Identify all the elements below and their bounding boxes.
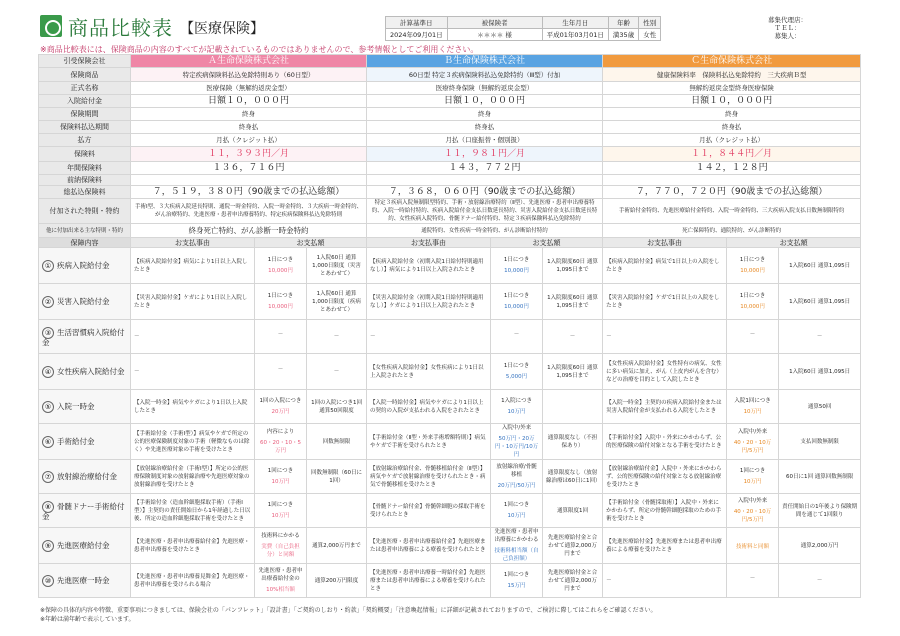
benefit-limit-b: － (543, 320, 603, 354)
benefit-value: 15万円 (507, 583, 526, 589)
benefit-amount-a (255, 564, 307, 598)
benefit-desc-b: 【先進医療・患者申出療養給付金】先進医療または患者申出療養による療養を受けられたとき (367, 528, 491, 564)
benefit-amount-c (727, 460, 779, 494)
benefit-desc-c: 【疾病入院給付金】病気で1日以上の入院をしたとき (603, 248, 727, 284)
benefit-value: 20万円/50万円 (497, 483, 536, 489)
benefit-desc-c: 【入院一時金】主契約の疾病入院給付金または災害入院給付金が支払われる入院をしたとき (603, 390, 727, 424)
benefit-unit: － (277, 332, 284, 338)
benefit-name: 骨髄ドナー手術給付金 (42, 501, 125, 521)
benefit-value: 実費（自己負担分）と同額 (261, 544, 300, 558)
benefit-desc-a: 【手術給付金（手術Ⅰ型）】病気やケガで所定の公的医療保険制度対象の手術（軽微なものは除く）や先進医療対象の手術を受けたとき (131, 424, 255, 460)
benefit-limit-a: 通算2,000万円まで (307, 528, 367, 564)
benefit-unit: 放射線治療/骨髄移植 (496, 464, 537, 478)
advance-a (131, 175, 367, 186)
benefit-name: 生活習慣病入院給付金 (42, 327, 125, 347)
payway-a: 月払（クレジット払） (131, 134, 367, 147)
benefit-amount-c (727, 354, 779, 390)
benefit-limit-b: 先進医療給付金と合わせて通算2,000万円まで (543, 528, 603, 564)
benefit-amount-a (255, 424, 307, 460)
benefit-unit: 先進医療・患者申出療養給付金の (258, 568, 303, 582)
info-value: 女性 (639, 29, 661, 41)
benefit-number: ⑥ (42, 436, 54, 448)
benefit-amount-b (491, 494, 543, 528)
benefit-limit-c: 通算50回 (779, 390, 861, 424)
row-label: 保障内容 (39, 238, 131, 248)
benefit-name: 女性疾病入院給付金 (57, 366, 125, 376)
payperiod-a: 終身払 (131, 121, 367, 134)
benefit-amount-b (491, 320, 543, 354)
benefit-amount-c (727, 320, 779, 354)
footer-notes (40, 606, 657, 624)
benefit-name: 先進医療給付金 (57, 540, 110, 550)
benefit-limit-c: 1入院60日 通算1,095日 (779, 354, 861, 390)
benefit-unit: － (513, 332, 520, 338)
period-a: 終身 (131, 108, 367, 121)
benefit-unit: 1日につき (503, 363, 530, 369)
col-benefit-a: お支払事由 (131, 238, 255, 248)
daily-a: 日額１０，０００円 (131, 95, 367, 108)
benefit-row (39, 390, 861, 424)
riders-a: 手術Ⅰ型、３大疾病入院延長特則、通院一時金特約、入院一時金特約、３大疾病一時金特約、がん治療特約、先進医療・患者申出療養特約、特定疾病保険料払込免除特則 (131, 199, 367, 224)
benefit-amount-b (491, 354, 543, 390)
payperiod-c: 終身払 (603, 121, 861, 134)
benefit-limit-b: 通算限度1回 (543, 494, 603, 528)
benefit-amount-b (491, 564, 543, 598)
benefit-amount-c (727, 390, 779, 424)
benefit-desc-a: 【放射線治療給付金（手術Ⅰ型）】所定の公的医療保険制度対象の放射線治療や先進医療対象の放射線治療を受けたとき (131, 460, 255, 494)
benefit-limit-a: 1回の入院につき1回 通算50回限度 (307, 390, 367, 424)
daily-b: 日額１０，０００円 (367, 95, 603, 108)
row-label: 付加された特則・特約 (39, 199, 131, 224)
benefit-amount-c (727, 248, 779, 284)
benefit-value: 技術料と同額 (736, 544, 770, 550)
benefit-row (39, 320, 861, 354)
benefit-value: 50万円・20万円・10万円/10万円 (494, 436, 539, 458)
benefit-amount-c (727, 564, 779, 598)
benefit-desc-b: 【女性疾病入院給付金】女性疾病により1日以上入院されたとき (367, 354, 491, 390)
benefit-value: 10,000円 (504, 268, 529, 274)
benefit-value: 10万円 (743, 409, 762, 415)
benefit-amount-b (491, 248, 543, 284)
benefit-desc-a: － (131, 354, 255, 390)
benefit-label (39, 424, 131, 460)
benefit-name: 疾病入院給付金 (57, 260, 110, 270)
col-benefit-b: お支払事由 (367, 238, 491, 248)
benefit-unit: 1日につき (503, 257, 530, 263)
benefit-desc-c: 【災害入院給付金】ケガで1日以上の入院をしたとき (603, 284, 727, 320)
benefit-unit: － (749, 332, 756, 338)
info-value: ＊＊＊＊ 様 (447, 29, 542, 41)
benefit-label (39, 494, 131, 528)
benefit-unit: 1回につき (267, 468, 294, 474)
benefit-label (39, 460, 131, 494)
other-b: 通院特約、女性疾病一時金特約、がん診断給付特約 (367, 224, 603, 238)
benefit-row (39, 284, 861, 320)
payway-b: 月払（口座振替・個別扱） (367, 134, 603, 147)
row-label: 他に付加出来る主な特則・特約 (39, 224, 131, 238)
benefit-limit-a: 1入院60日 通算1,000日限度（災害とあわせて） (307, 248, 367, 284)
benefit-limit-a: 通算200万円限度 (307, 564, 367, 598)
benefit-limit-a: 回数無制限 (307, 424, 367, 460)
benefit-desc-a: 【災害入院給付金】ケガにより1日以上入院したとき (131, 284, 255, 320)
benefit-desc-a: 【疾病入院給付金】病気により1日以上入院したとき (131, 248, 255, 284)
info-value: 満35歳 (608, 29, 638, 41)
benefit-limit-c: 60日に1回 通算回数無制限 (779, 460, 861, 494)
annual-c: １４２，１２８円 (603, 162, 861, 175)
benefit-row (39, 354, 861, 390)
benefit-unit: 1日につき (267, 293, 294, 299)
company-b-header: Ｂ生命保険株式会社 (367, 55, 603, 68)
benefit-value: 10,000円 (504, 304, 529, 310)
benefit-desc-b: 【疾病入院給付金（初期入院1日給付特則適用なし）】病気により1日以上入院されたとき (367, 248, 491, 284)
row-label: 保険期間 (39, 108, 131, 121)
total-c: ７，７７０，７２０円（90歳までの払込総額） (603, 186, 861, 199)
benefit-name: 入院一時金 (57, 401, 95, 411)
benefit-desc-c: 【手術給付金】入院中・外来にかかわらず、公的医療保険の給付対象となる手術を受けたとき (603, 424, 727, 460)
benefit-number: ① (42, 260, 54, 272)
benefit-amount-b (491, 528, 543, 564)
benefit-value: 5,000円 (505, 374, 528, 380)
advance-c (603, 175, 861, 186)
riders-c: 手術給付金特約、先進医療給付金特約、入院一時金特約、三大疾病入院支払日数無制限特約 (603, 199, 861, 224)
benefit-desc-c: － (603, 320, 727, 354)
benefit-amount-a (255, 390, 307, 424)
formal-c: 無解約返戻金型終身医療保険 (603, 82, 861, 95)
footer-line: ※保障の具体的内容や特徴、重要事項につきましては、保険会社の「パンフレット」「設計書」「ご契約のしおり・約款」「契約概要」「注意喚起情報」に詳細が記載されておりますので、ご検討に際してはこれらをご確認ください。 (40, 607, 657, 614)
benefit-value: 10万円 (507, 409, 526, 415)
payperiod-b: 終身払 (367, 121, 603, 134)
benefit-desc-a: 【先進医療・患者申出療養見舞金】先進医療・患者申出療養を受けられる場合 (131, 564, 255, 598)
benefit-label (39, 354, 131, 390)
footer-line: ※年齢は満年齢で表示しています。 (40, 616, 135, 623)
benefit-desc-c: 【放射線治療給付金】入院中・外来にかかわらず、公的医療保険の給付対象となる放射線治療を受けたとき (603, 460, 727, 494)
benefit-amount-a (255, 528, 307, 564)
benefit-value: 60・20・10・5万円 (260, 440, 301, 454)
benefit-value: 10,000円 (268, 268, 293, 274)
period-b: 終身 (367, 108, 603, 121)
agent-info: 募集代理店： ＴＥＬ： 募集人： (768, 16, 807, 40)
benefit-desc-b: 【入院一時給付金】病気やケガにより1日以上の契約の入院が支払われる入院をされたとき (367, 390, 491, 424)
benefit-number: ⑦ (42, 471, 54, 483)
benefit-desc-c: 【先進医療給付金】先進医療または患者申出療養による療養を受けたとき (603, 528, 727, 564)
notice-text: ※商品比較表には、保険商品の内容のすべてが記載されているものではありませんので、参考情報としてご利用ください。 (40, 45, 479, 54)
benefit-limit-b: 先進医療給付金と合わせて通算2,000万円まで (543, 564, 603, 598)
col-amount-b: お支払額 (491, 238, 603, 248)
benefit-amount-b (491, 460, 543, 494)
info-label: 被保険者 (447, 17, 542, 29)
info-value: 2024年09月01日 (386, 29, 448, 41)
benefit-limit-c: 通算2,000万円 (779, 528, 861, 564)
benefit-value: 20万円 (271, 409, 290, 415)
col-amount-c: お支払額 (727, 238, 861, 248)
payway-c: 月払（クレジット払） (603, 134, 861, 147)
benefit-limit-b: 1入院限度60日 通算1,095日まで (543, 354, 603, 390)
benefit-value: 10万円 (271, 513, 290, 519)
benefit-amount-a (255, 284, 307, 320)
daily-c: 日額１０，０００円 (603, 95, 861, 108)
benefit-amount-a (255, 320, 307, 354)
premium-a: １１，３９３円／月 (131, 147, 367, 162)
benefit-amount-b (491, 390, 543, 424)
row-label: 前納保険料 (39, 175, 131, 186)
formal-b: 医療終身保険（無解約返戻金型） (367, 82, 603, 95)
other-c: 死亡保障特約、通院特約、がん診断特約 (603, 224, 861, 238)
row-label: 年間保険料 (39, 162, 131, 175)
benefit-amount-a (255, 460, 307, 494)
benefit-limit-b: 通算限度なし（不担保あり） (543, 424, 603, 460)
benefit-row (39, 528, 861, 564)
info-label: 性別 (639, 17, 661, 29)
benefit-name: 放射線治療給付金 (57, 471, 117, 481)
benefit-unit: 1日につき (739, 293, 766, 299)
benefit-limit-c: － (779, 564, 861, 598)
benefit-label (39, 320, 131, 354)
benefit-unit: 1日につき (503, 293, 530, 299)
benefit-desc-c: 【女性疾病入院給付金】女性特有の病気、女性に多い病気に加え、がん（上皮内がんを含む）などの治療を目的として入院したとき (603, 354, 727, 390)
benefit-value: 10,000円 (740, 268, 765, 274)
benefit-number: ⑤ (42, 401, 54, 413)
benefit-limit-c: 責任開始日の1年後より保険期間を通じて1回限り (779, 494, 861, 528)
benefit-row (39, 424, 861, 460)
benefit-unit: 先進医療・患者申出療養にかかわる (494, 529, 539, 543)
benefit-label (39, 284, 131, 320)
benefit-unit: 内容により (266, 429, 295, 435)
benefit-desc-b: 【手術給付金（Ⅱ型・外来手術増額特則）】病気やケガで手術を受けられたとき (367, 424, 491, 460)
benefit-unit: 入院中/外来 (737, 498, 768, 504)
benefit-limit-b (543, 390, 603, 424)
row-label: 正式名称 (39, 82, 131, 95)
benefit-value: 10,000円 (268, 304, 293, 310)
benefit-amount-b (491, 424, 543, 460)
benefit-limit-c: 1入院60日 通算1,095日 (779, 248, 861, 284)
info-label: 計算基準日 (386, 17, 448, 29)
benefit-unit: 技術料にかかる (261, 533, 300, 539)
advance-b (367, 175, 603, 186)
benefit-label (39, 528, 131, 564)
benefit-value: 10%相当額 (266, 587, 295, 593)
benefit-amount-a (255, 354, 307, 390)
benefit-value: 技術料相当額（自己負担額） (494, 548, 539, 562)
benefit-unit: 1日につき (267, 257, 294, 263)
benefit-desc-b: － (367, 320, 491, 354)
benefit-desc-b: 【災害入院給付金（初期入院1日給付特則適用なし）】ケガにより1日以上入院されたとき (367, 284, 491, 320)
total-a: ７，５１９，３８０円（90歳までの払込総額） (131, 186, 367, 199)
benefit-number: ③ (42, 327, 54, 339)
benefit-unit: － (749, 576, 756, 582)
benefit-limit-b: 1入院限度60日 通算1,095日まで (543, 284, 603, 320)
benefit-row (39, 494, 861, 528)
benefit-name: 災害入院給付金 (57, 296, 110, 306)
row-label: 保険料 (39, 147, 131, 162)
benefit-number: ⑧ (42, 501, 54, 513)
benefit-value: 10万円 (507, 513, 526, 519)
col-amount-a: お支払額 (255, 238, 367, 248)
benefit-row (39, 460, 861, 494)
company-c-header: Ｃ生命保険株式会社 (603, 55, 861, 68)
benefit-limit-c: 支払回数無制限 (779, 424, 861, 460)
benefit-unit: － (277, 367, 284, 373)
comparison-table (38, 54, 861, 598)
benefit-unit: 1回につき (503, 572, 530, 578)
info-label: 生年月日 (542, 17, 608, 29)
benefit-value: 10万円 (271, 479, 290, 485)
premium-c: １１，８４４円／月 (603, 147, 861, 162)
benefit-desc-b: 【骨髄ドナー給付金】骨髄幹細胞の採取手術を受けられたとき (367, 494, 491, 528)
benefit-label (39, 248, 131, 284)
row-label: 保険料払込期間 (39, 121, 131, 134)
benefit-value: 40・20・10万円/5万円 (733, 440, 772, 454)
page-title: 商品比較表 (68, 16, 173, 40)
insured-info-table (385, 16, 661, 41)
col-benefit-c: お支払事由 (603, 238, 727, 248)
row-label: 引受保険会社 (39, 55, 131, 68)
row-label: 総払込保険料 (39, 186, 131, 199)
benefit-amount-a (255, 248, 307, 284)
product-a: 特定疾病保険料払込免除特則あり（60日型） (131, 68, 367, 82)
benefit-value: 40・20・10万円/5万円 (733, 509, 772, 523)
benefit-unit: 入院中/外来 (501, 425, 532, 431)
benefit-number: ⑩ (42, 575, 54, 587)
row-label: 保険商品 (39, 68, 131, 82)
formal-a: 医療保険（無解約返戻金型） (131, 82, 367, 95)
benefit-desc-a: 【手術給付金（造血幹細胞採取手術）（手術Ⅰ型）】主契約の責任開始日から1年経過した日以後、所定の造血幹細胞採取手術を受けたとき (131, 494, 255, 528)
benefit-row (39, 564, 861, 598)
annual-b: １４３，７７２円 (367, 162, 603, 175)
benefit-desc-c: 【手術給付金（骨髄採取術）】入院中・外来にかかわらず、所定の骨髄幹細胞採取のための手術を受けたとき (603, 494, 727, 528)
benefit-limit-b: 1入院限度60日 通算1,095日まで (543, 248, 603, 284)
benefit-amount-b (491, 284, 543, 320)
benefit-name: 先進医療一時金 (57, 575, 110, 585)
page-subtitle: 【医療保険】 (180, 21, 264, 37)
premium-b: １１，９８１円／月 (367, 147, 603, 162)
benefit-unit: 入院中/外来 (737, 429, 768, 435)
info-label: 年齢 (608, 17, 638, 29)
benefit-row (39, 248, 861, 284)
benefit-number: ② (42, 296, 54, 308)
benefit-amount-c (727, 528, 779, 564)
benefit-desc-a: － (131, 320, 255, 354)
benefit-unit: 1回につき (739, 468, 766, 474)
benefit-unit: 1回の入院につき (259, 398, 302, 404)
benefit-amount-c (727, 494, 779, 528)
benefit-number: ⑨ (42, 540, 54, 552)
benefit-limit-a: － (307, 354, 367, 390)
benefit-desc-a: 【入院一時金】病気やケガにより1日以上入院したとき (131, 390, 255, 424)
benefit-amount-a (255, 494, 307, 528)
period-c: 終身 (603, 108, 861, 121)
benefit-desc-a: 【先進医療・患者申出療養給付金】先進医療・患者申出療養を受けたとき (131, 528, 255, 564)
benefit-unit: 1回につき (267, 502, 294, 508)
row-label: 払方 (39, 134, 131, 147)
benefit-amount-c (727, 284, 779, 320)
benefit-limit-c: － (779, 320, 861, 354)
info-value: 平成01年03月01日 (542, 29, 608, 41)
benefit-label (39, 564, 131, 598)
benefit-desc-c: － (603, 564, 727, 598)
benefit-unit: 1入院につき (501, 398, 532, 404)
annual-a: １３６，７１６円 (131, 162, 367, 175)
benefit-limit-a: － (307, 320, 367, 354)
benefit-value: 10,000円 (740, 304, 765, 310)
total-b: ７，３６８，０６０円（90歳までの払込総額） (367, 186, 603, 199)
benefit-label (39, 390, 131, 424)
benefit-limit-a: 回数無制限（60日に1回） (307, 460, 367, 494)
benefit-name: 手術給付金 (57, 436, 95, 446)
benefit-limit-c: 1入院60日 通算1,095日 (779, 284, 861, 320)
benefit-limit-a (307, 494, 367, 528)
benefit-value: 10万円 (743, 479, 762, 485)
benefit-amount-c (727, 424, 779, 460)
product-c: 健康保険料率 保険料払込免除特約 三大疾病Ｂ型 (603, 68, 861, 82)
benefit-unit: 入院1回につき (734, 398, 771, 404)
row-label: 入院給付金 (39, 95, 131, 108)
company-a-header: Ａ生命保険株式会社 (131, 55, 367, 68)
benefit-limit-b: 通算限度なし（放射線治療は60日に1回） (543, 460, 603, 494)
benefit-desc-b: 【放射線治療給付金、骨髄移植給付金（Ⅱ型）】病気やケガで放射線治療を受けられたとき・病気で骨髄移植を受けたとき (367, 460, 491, 494)
benefit-unit: 1回につき (503, 502, 530, 508)
benefit-unit: 1日につき (739, 257, 766, 263)
product-b: 60日型 特定３疾病保険料払込免除特約（Ⅲ型）付加 (367, 68, 603, 82)
logo-icon (40, 15, 62, 37)
benefit-number: ④ (42, 366, 54, 378)
benefit-desc-b: 【先進医療・患者申出療養一時給付金】先進医療または患者申出療養による療養を受けられたとき (367, 564, 491, 598)
benefit-limit-a: 1入院60日 通算1,000日限度（疾病とあわせて） (307, 284, 367, 320)
other-a: 終身死亡特約、がん診断一時金特約 (131, 224, 367, 238)
riders-b: 特定３疾病入院無制限型特約、手術・放射線治療特約（Ⅱ型）、先進医療・患者申出療養特約、入院一時給付特約、疾病入院給付金支払日数延長特約、災害入院給付金支払日数延長特約、女性疾病入院特約、骨髄ドナー給付特約、特定３疾病保険料払込免除特約 (367, 199, 603, 224)
